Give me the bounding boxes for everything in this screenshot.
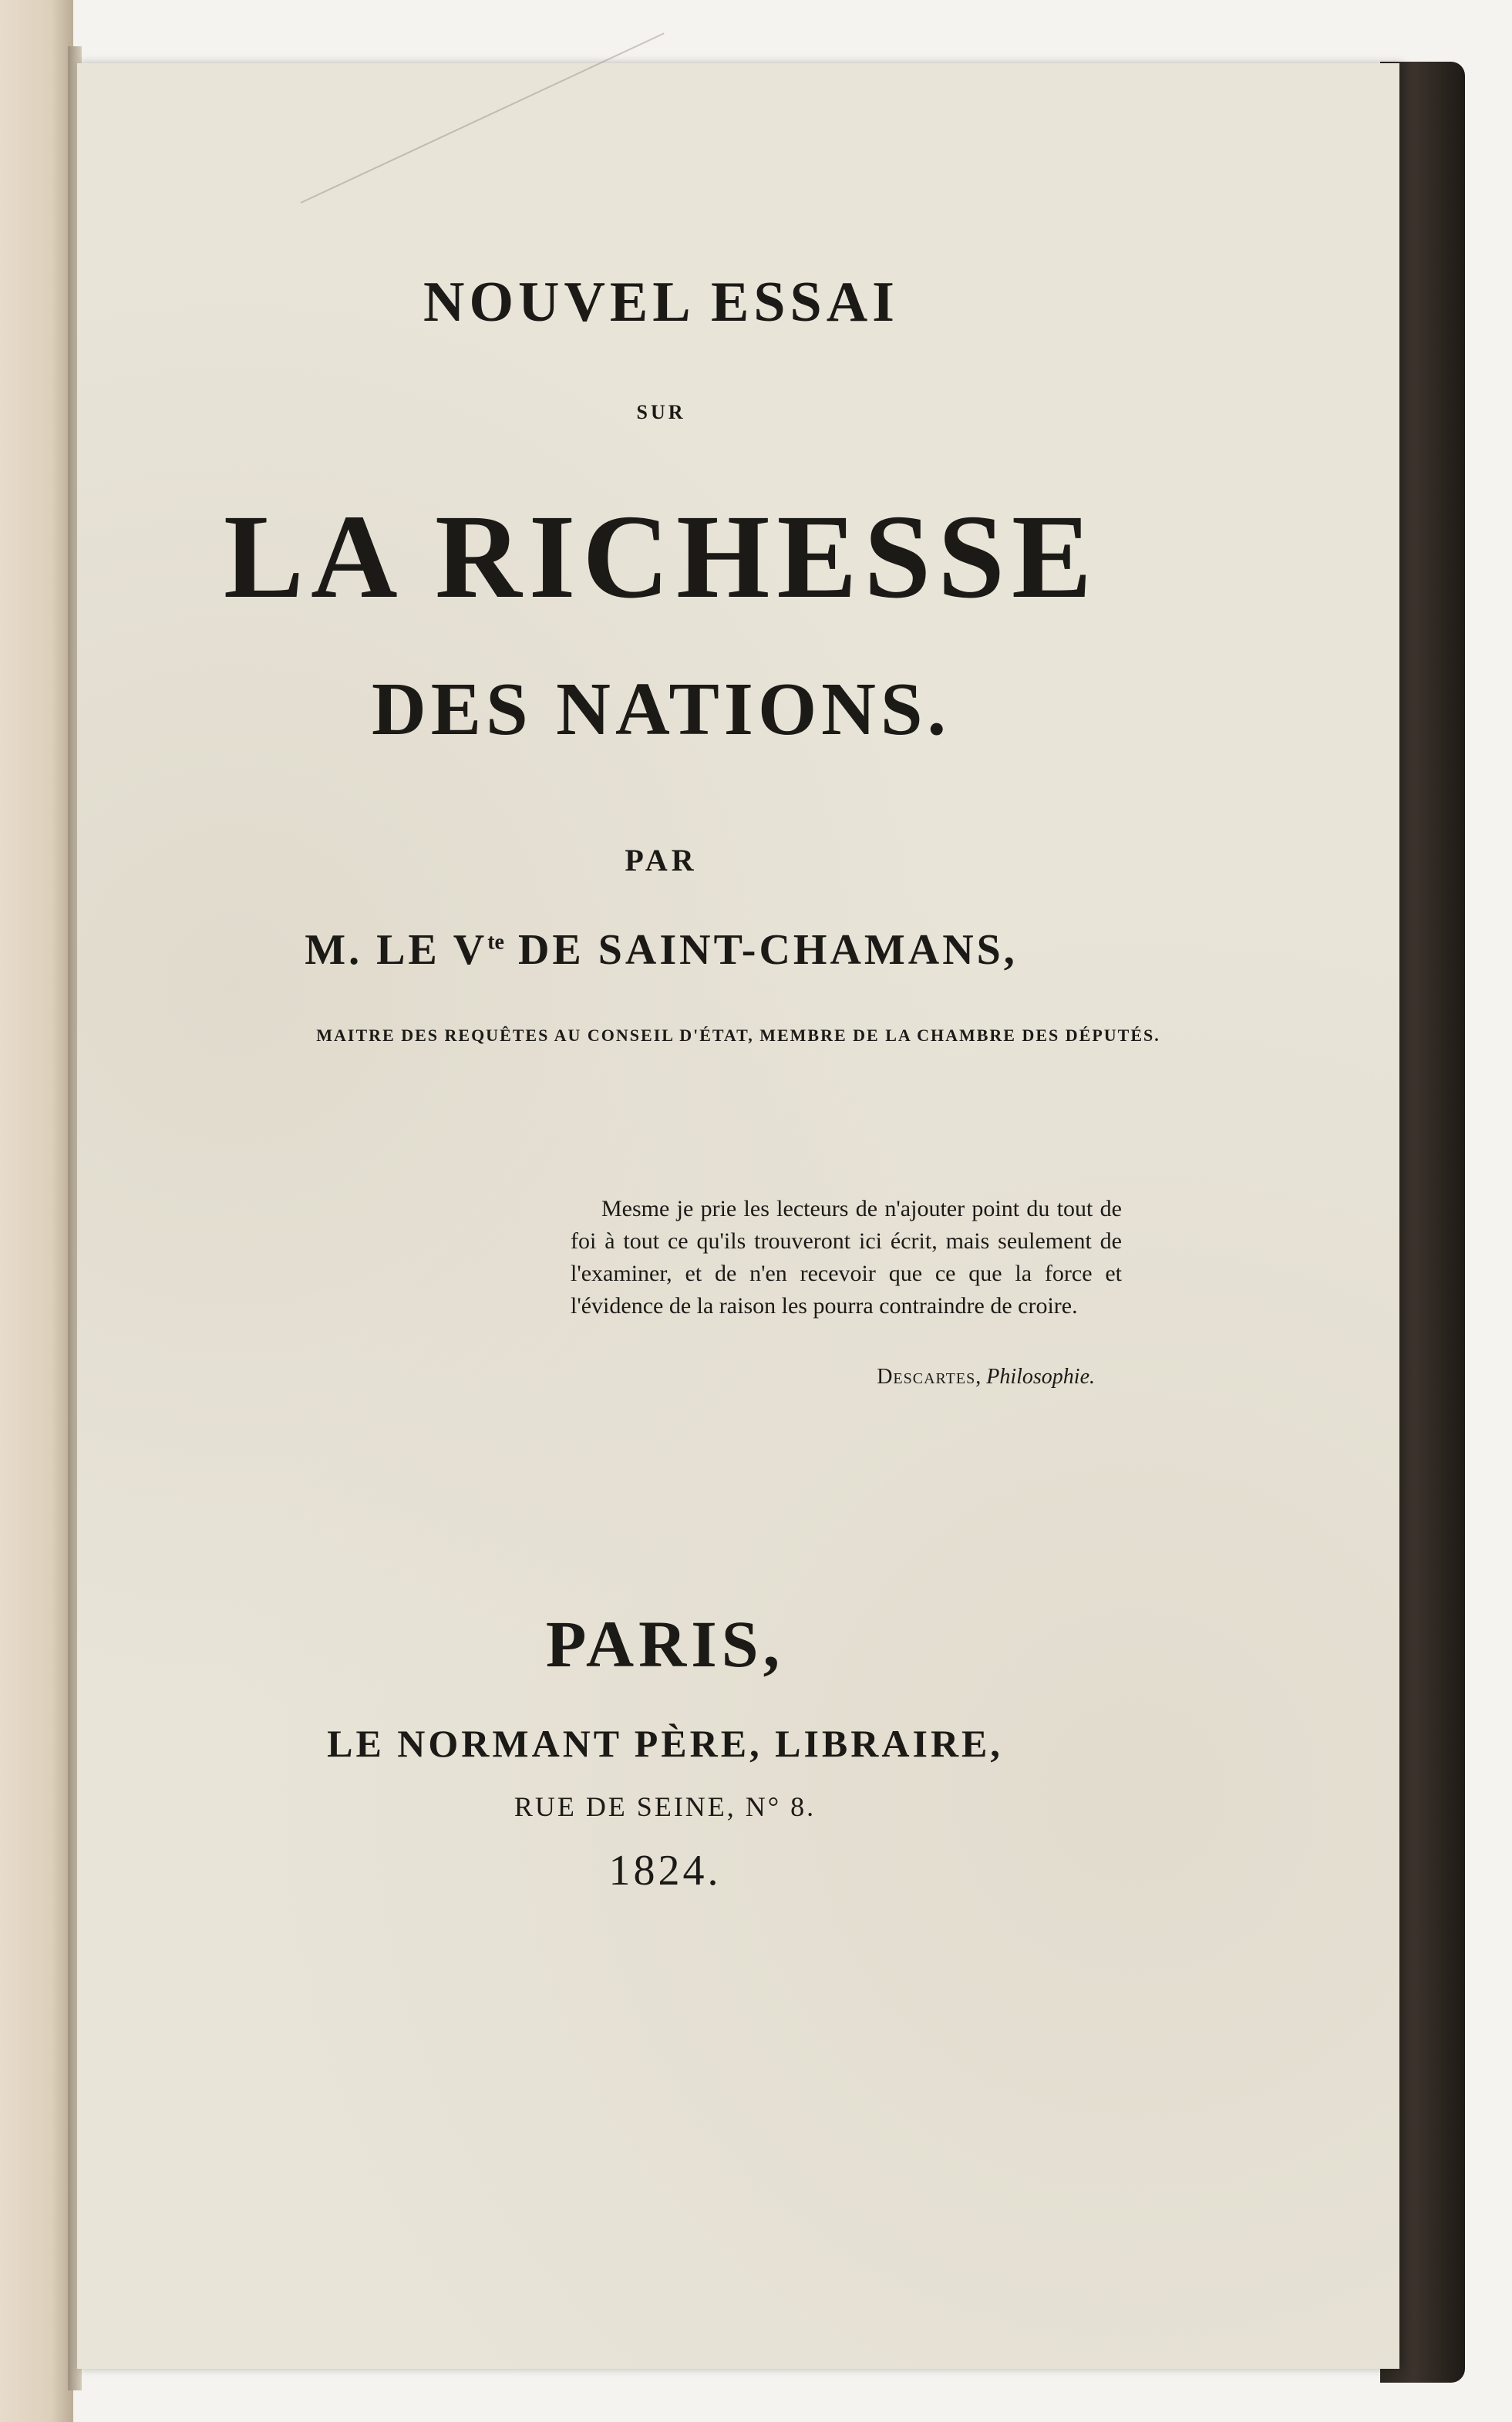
title-line-3: DES NATIONS. bbox=[372, 668, 951, 751]
author-prefix: M. LE V bbox=[305, 926, 488, 974]
title-line-1: NOUVEL ESSAI bbox=[423, 271, 899, 334]
author-title-abbrev: te bbox=[487, 930, 504, 955]
publisher-address: RUE DE SEINE, N° 8. bbox=[514, 1791, 817, 1822]
author-name bbox=[0, 925, 1322, 975]
publisher: LE NORMANT PÈRE, LIBRAIRE, bbox=[327, 1722, 1003, 1765]
epigraph: Mesme je prie les lecteurs de n'ajouter point du tout de foi à tout ce qu'ils trouveront ici écrit, mais seulement de l'examiner, et de n'en recevoir que ce que la force et l'évidence de la raison les pourra contraindre de croire. bbox=[571, 1196, 1122, 1319]
publication-year: 1824. bbox=[608, 1847, 722, 1895]
epigraph-work: Philosophie. bbox=[986, 1365, 1095, 1389]
facing-page bbox=[0, 0, 73, 2422]
epigraph-author: Descartes bbox=[877, 1365, 976, 1389]
publication-city: PARIS, bbox=[545, 1607, 785, 1681]
epigraph-attribution: Descartes, Philosophie. bbox=[877, 1365, 1095, 1389]
main-title: LA RICHESSE bbox=[223, 490, 1099, 623]
page-crease bbox=[301, 32, 665, 204]
author-surname: DE SAINT-CHAMANS, bbox=[503, 926, 1018, 974]
title-connector: SUR bbox=[636, 401, 686, 423]
title-page bbox=[77, 63, 1399, 2369]
by-line: PAR bbox=[625, 843, 698, 878]
author-credentials: MAITRE DES REQUÊTES AU CONSEIL D'ÉTAT, MEMBRE DE LA CHAMBRE DES DÉPUTÉS. bbox=[316, 1026, 1160, 1045]
